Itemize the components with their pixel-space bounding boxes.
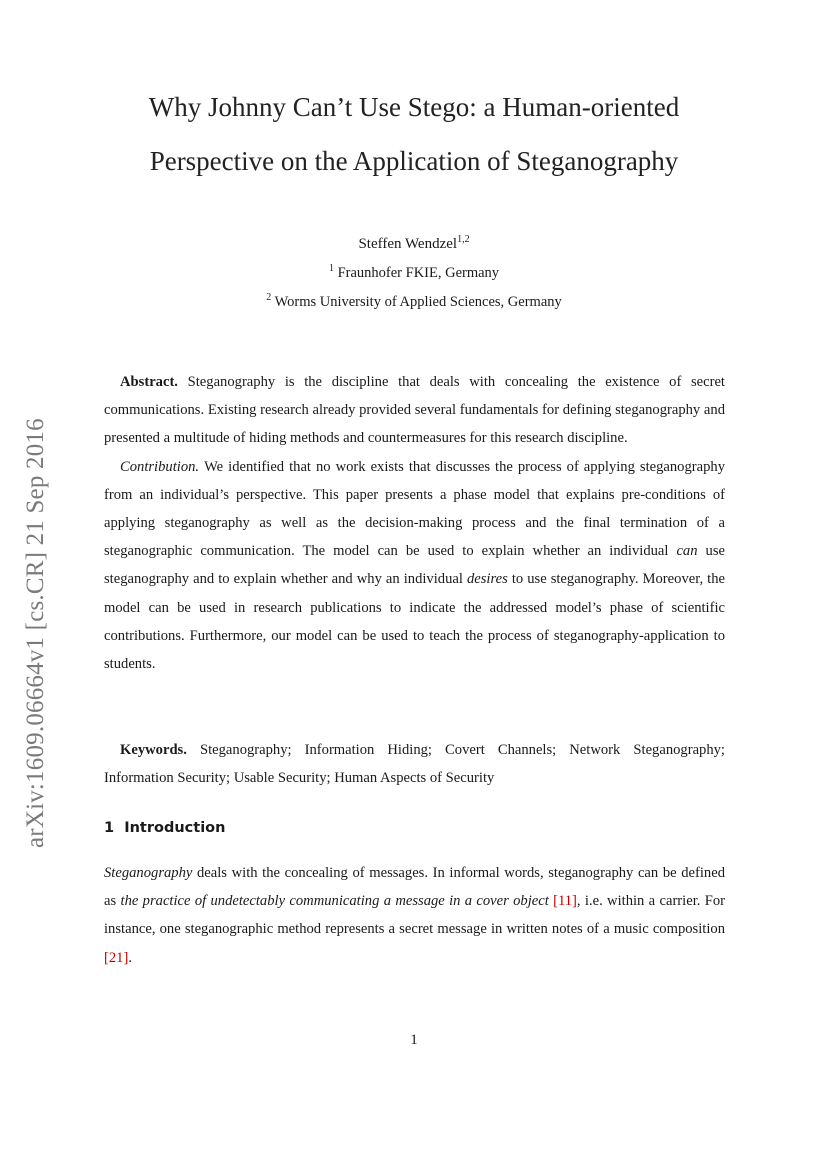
contribution-text-2: use steganography and to explain whether and why an individual — [104, 543, 725, 588]
intro-text-2: , i.e. within a carrier. For instance, one steganographic method represents a secret message in written notes of a music composition — [104, 893, 725, 938]
abstract-text: Steganography is the discipline that deals with concealing the existence of secret communications. Existing research already provided several fundamentals for defining steganography and presented a multitude of hiding methods and countermeasures for this research discipline. — [104, 374, 725, 447]
affiliation-2-text: Worms University of Applied Sciences, Germany — [274, 294, 562, 310]
arxiv-identifier-stamp: arXiv:1609.06664v1 [cs.CR] 21 Sep 2016 — [22, 418, 49, 848]
contribution-emph-can: can — [676, 543, 698, 560]
citation-link-21[interactable]: [21] — [104, 949, 129, 966]
affiliation-1-text: Fraunhofer FKIE, Germany — [337, 265, 500, 281]
title-line-1: Why Johnny Can’t Use Stego: a Human-oriented — [148, 92, 680, 122]
contribution-emph-desires: desires — [466, 571, 508, 588]
contribution-paragraph — [104, 453, 725, 679]
contribution-text-3: to use steganography. Moreover, the model can be used in research publications to indicate the addressed model’s phase of scientific contributions. Furthermore, our model can be used to teach the process of steganography-application to students. — [104, 571, 726, 673]
affiliation-1 — [0, 263, 828, 282]
section-heading — [104, 820, 225, 836]
abstract-paragraph — [104, 368, 725, 453]
author-affiliation-marks: 1,2 — [457, 234, 470, 245]
intro-definition: the practice of undetectably communicating a message in a cover object — [120, 893, 549, 910]
author-line — [0, 234, 828, 253]
intro-text-3: . — [128, 949, 132, 966]
keywords-label: Keywords. — [120, 742, 187, 758]
keywords — [104, 736, 725, 792]
abstract — [104, 368, 725, 678]
intro-text-1: deals with the concealing of messages. In informal words, steganography can be defined as — [104, 865, 725, 910]
keywords-text: Steganography; Information Hiding; Covert Channels; Network Steganography; Information Security; Usable Security; Human Aspects of Security — [104, 742, 725, 787]
paper-title — [40, 80, 788, 188]
contribution-text-1: We identified that no work exists that discusses the process of applying steganography from an individual’s perspective. This paper presents a phase model that explains pre-conditions of applying steganography as well as the decision-making process and the final termination of a steganographic communication. The model can be used to explain whether an individual — [104, 458, 725, 560]
section-number: 1 — [104, 820, 115, 836]
affiliation-2 — [0, 292, 828, 311]
page-number: 1 — [410, 1032, 418, 1048]
intro-paragraph — [104, 859, 725, 972]
affiliation-1-mark: 1 — [328, 263, 334, 274]
intro-term: Steganography — [104, 865, 193, 881]
section-title: Introduction — [124, 820, 226, 836]
author-name: Steffen Wendzel — [358, 236, 458, 252]
contribution-label: Contribution. — [120, 458, 200, 475]
abstract-label: Abstract. — [120, 374, 178, 390]
title-line-2: Perspective on the Application of Steganography — [149, 146, 679, 176]
affiliation-2-mark: 2 — [266, 292, 272, 303]
citation-link-11[interactable]: [11] — [553, 893, 577, 910]
